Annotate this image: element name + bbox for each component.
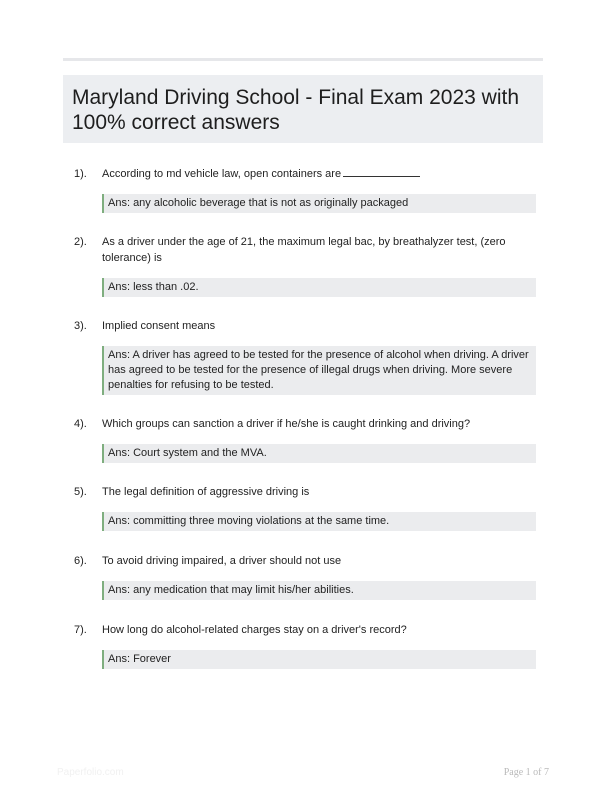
question-text: How long do alcohol-related charges stay on a driver's record? bbox=[102, 624, 407, 636]
answer-box: Ans: committing three moving violations at the same time. bbox=[102, 512, 536, 531]
question-item-6 bbox=[74, 553, 536, 600]
question-number: 7). bbox=[74, 624, 87, 636]
question-number: 4). bbox=[74, 418, 87, 430]
answer-box: Ans: any medication that may limit his/her abilities. bbox=[102, 581, 536, 600]
question-item-3 bbox=[74, 318, 536, 395]
question-item-1 bbox=[74, 166, 536, 213]
footer-watermark: Paperfolio.com bbox=[57, 767, 124, 778]
question-number: 5). bbox=[74, 486, 87, 498]
question-number: 1). bbox=[74, 168, 87, 180]
question-text: The legal definition of aggressive driving is bbox=[102, 486, 310, 498]
question-text: Which groups can sanction a driver if he/she is caught drinking and driving? bbox=[102, 418, 471, 430]
page-indicator: Page 1 of 7 bbox=[503, 767, 549, 778]
question-text: As a driver under the age of 21, the maximum legal bac, by breathalyzer test, (zero tolerance) is bbox=[102, 236, 506, 264]
question-text: Implied consent means bbox=[102, 320, 216, 332]
question-item-4 bbox=[74, 416, 536, 463]
answer-box: Ans: Court system and the MVA. bbox=[102, 444, 536, 463]
question-item-5 bbox=[74, 484, 536, 531]
answer-blank-line bbox=[343, 176, 420, 177]
answer-box: Ans: less than .02. bbox=[102, 278, 536, 297]
document-title: Maryland Driving School - Final Exam 2023 with 100% correct answers bbox=[72, 86, 520, 134]
question-number: 2). bbox=[74, 236, 87, 248]
question-text: According to md vehicle law, open containers are bbox=[102, 168, 342, 180]
question-item-2 bbox=[74, 234, 536, 297]
question-number: 6). bbox=[74, 555, 87, 567]
answer-box: Ans: any alcoholic beverage that is not as originally packaged bbox=[102, 194, 536, 213]
question-text: To avoid driving impaired, a driver should not use bbox=[102, 555, 342, 567]
top-divider bbox=[63, 58, 543, 61]
answer-box: Ans: A driver has agreed to be tested for the presence of alcohol when driving. A driver has agreed to be tested for the presence of illegal drugs when driving. More severe penalties for refusing to be tested. bbox=[102, 346, 536, 395]
question-item-7 bbox=[74, 622, 536, 669]
question-number: 3). bbox=[74, 320, 87, 332]
answer-box: Ans: Forever bbox=[102, 650, 536, 669]
title-banner bbox=[63, 75, 543, 143]
